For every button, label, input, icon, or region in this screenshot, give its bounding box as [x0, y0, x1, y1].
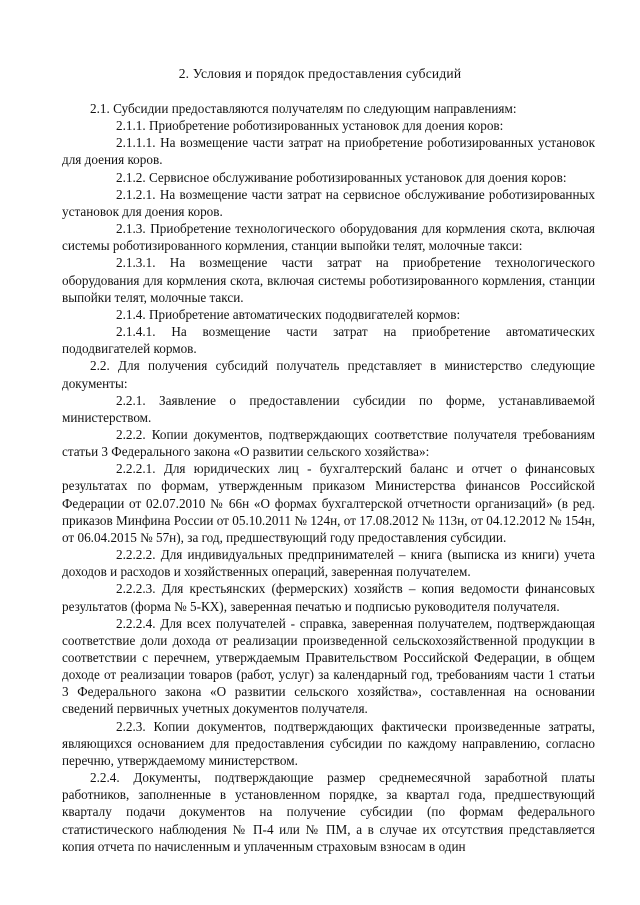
paragraph: 2.2.2.1. Для юридических лиц - бухгалтерский баланс и отчет о финансовых результатах по формам, утвержденным приказом Министерства финансов Российской Федерации от 02.07.2010 № 66н «О формах бухгалтерской отчетности организаций» (в ред. приказов Минфина России от 05.10.2011 № 124н, от 17.08.2012 № 113н, от 04.12.2012 № 154н, от 06.04.2015 № 57н), за год, предшествующий году предоставления субсидии.: [62, 461, 595, 545]
paragraph: 2.1.1. Приобретение роботизированных установок для доения коров:: [116, 118, 504, 134]
paragraph: 2.1. Субсидии предоставляются получателям по следующим направлениям:: [90, 101, 517, 116]
paragraph: 2.2.2. Копии документов, подтверждающих соответствие получателя требованиям статьи 3 Федерального закона «О развитии сельского хозяйства»:: [62, 426, 595, 460]
section-title: 2. Условия и порядок предоставления субсидий: [178, 66, 462, 81]
paragraph: 2.2.2.4. Для всех получателей - справка, заверенная получателем, подтверждающая соответствие доли дохода от реализации произведенной сельскохозяйственной продукции в соответствии с перечнем, утверждаемым Правительством Российской Федерации, в общем доходе от реализации товаров (работ, услуг) за календарный год, требованиям части 1 статьи 3 Федерального закона «О развитии сельского хозяйства», составленная на основании сведений первичных учетных документов получателя.: [62, 615, 595, 717]
paragraph: 2.1.3. Приобретение технологического оборудования для кормления скота, включая системы роботизированного кормления, станции выпойки телят, молочные такси:: [62, 221, 595, 254]
paragraph: 2.1.4.1. На возмещение части затрат на приобретение автоматических пододвигателей кормов.: [62, 324, 595, 357]
paragraph: 2.2. Для получения субсидий получатель представляет в министерство следующие документы:: [62, 358, 595, 391]
document-body: [62, 100, 595, 855]
paragraph: 2.1.4. Приобретение автоматических пододвигателей кормов:: [116, 306, 461, 322]
paragraph: 2.1.2. Сервисное обслуживание роботизированных установок для доения коров:: [116, 169, 567, 185]
paragraph: 2.1.2.1. На возмещение части затрат на сервисное обслуживание роботизированных установок для доения коров.: [62, 186, 595, 219]
paragraph: 2.2.3. Копии документов, подтверждающих фактически произведенные затраты, являющихся основанием для предоставления субсидии по каждому направлению, согласно перечню, утверждаемому министерством.: [62, 718, 595, 768]
paragraph: 2.2.1. Заявление о предоставлении субсидии по форме, устанавливаемой министерством.: [62, 392, 595, 425]
paragraph: 2.1.1.1. На возмещение части затрат на приобретение роботизированных установок для доения коров.: [62, 135, 595, 168]
paragraph: 2.1.3.1. На возмещение части затрат на приобретение технологического оборудования для кормления скота, включая системы роботизированного кормления, станции выпойки телят, молочные такси.: [62, 255, 595, 305]
paragraph: 2.2.2.3. Для крестьянских (фермерских) хозяйств – копия ведомости финансовых результатов (форма № 5-КХ), заверенная печатью и подписью руководителя получателя.: [62, 581, 595, 614]
paragraph: 2.2.4. Документы, подтверждающие размер среднемесячной заработной платы работников, заполненные в установленном порядке, за квартал года, предшествующий кварталу подачи документов на получение субсидии (по формам федерального статистического наблюдения № П-4 или № ПМ, а в случае их отсутствия представляется копия отчета по начисленным и уплаченным страховым взносам в один: [62, 770, 595, 854]
paragraph: 2.2.2.2. Для индивидуальных предпринимателей – книга (выписка из книги) учета доходов и расходов и хозяйственных операций, заверенная получателем.: [62, 547, 595, 580]
